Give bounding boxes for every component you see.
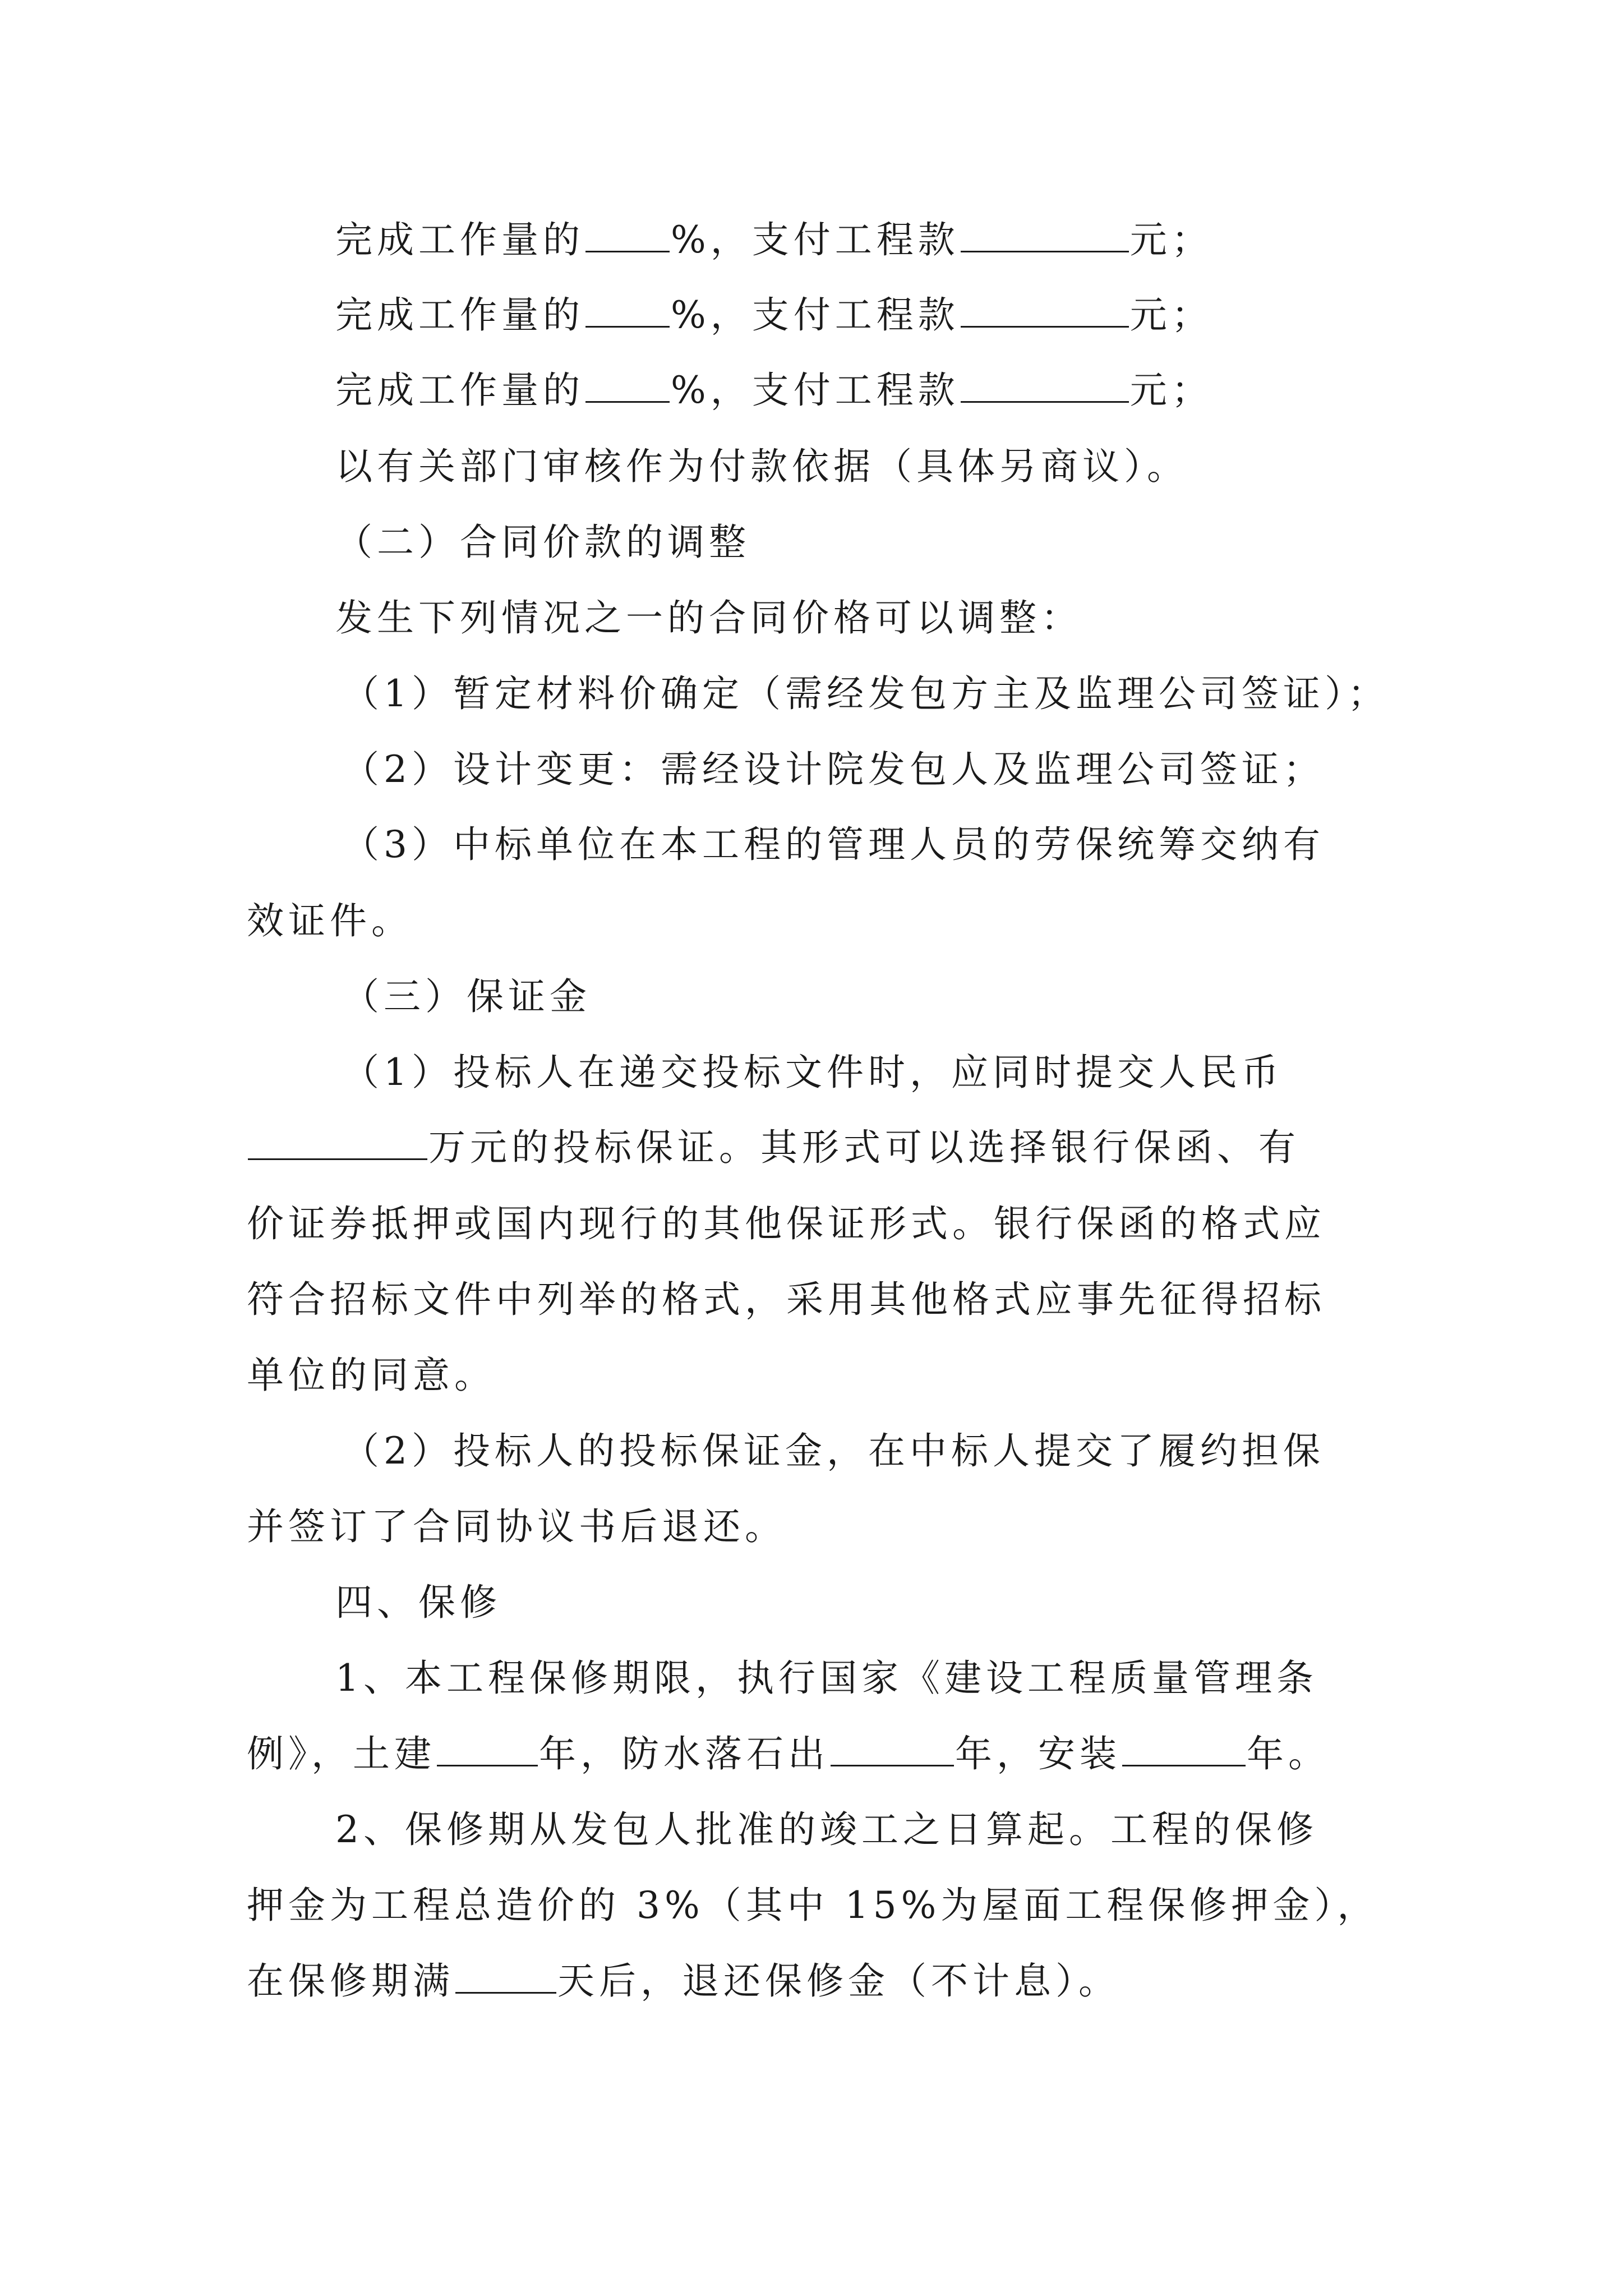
payment-line-middle: %，支付工程款 <box>671 293 960 337</box>
warranty-text-d: 年。 <box>1247 1732 1330 1775</box>
warranty-text-e: 在保修期满 <box>247 1959 454 2003</box>
payment-line-unit: 元； <box>1129 369 1213 412</box>
amount-blank <box>961 293 1129 328</box>
percent-blank <box>585 293 670 328</box>
civil-years-blank <box>437 1732 538 1766</box>
warranty-text-f: 天后，退还保修金（不计息）。 <box>557 1959 1120 2003</box>
price-adjust-item-3-cont: 效证件。 <box>247 899 413 942</box>
amount-blank <box>961 218 1129 252</box>
section-heading-price-adjust: （二）合同价款的调整 <box>335 521 750 564</box>
deposit-p1-line-2 <box>247 1125 1300 1170</box>
payment-line-1 <box>335 218 1213 263</box>
price-adjust-intro: 发生下列情况之一的合同价格可以调整： <box>335 596 1082 639</box>
warranty-p2-line-1: 2、保修期从发包人批准的竣工之日算起。工程的保修 <box>335 1808 1318 1851</box>
payment-line-3 <box>335 368 1213 413</box>
payment-basis: 以有关部门审核作为付款依据（具体另商议）。 <box>335 445 1188 488</box>
payment-line-unit: 元； <box>1129 218 1213 261</box>
price-adjust-item-2: （2）设计变更：需经设计院发包人及监理公司签证； <box>342 748 1325 791</box>
deposit-p1-line-2-text: 万元的投标保证。其形式可以选择银行保函、有 <box>428 1126 1300 1169</box>
section-heading-deposit: （三）保证金 <box>342 975 591 1018</box>
payment-line-2 <box>335 293 1213 338</box>
days-blank <box>455 1959 556 1994</box>
warranty-text-a: 例》，土建 <box>247 1732 436 1775</box>
payment-line-label: 完成工作量的 <box>335 369 584 412</box>
deposit-p2-line-2: 并签订了合同协议书后退还。 <box>247 1505 786 1548</box>
deposit-p1-line-5: 单位的同意。 <box>247 1354 496 1397</box>
deposit-p1-line-3: 价证券抵押或国内现行的其他保证形式。银行保函的格式应 <box>247 1202 1326 1245</box>
price-adjust-item-1: （1）暂定材料价确定（需经发包方主及监理公司签证）； <box>342 672 1389 715</box>
percent-blank <box>585 369 670 403</box>
deposit-p1-line-4: 符合招标文件中列举的格式，采用其他格式应事先征得招标 <box>247 1278 1326 1321</box>
percent-blank <box>585 218 670 252</box>
warranty-p1-line-1: 1、本工程保修期限，执行国家《建设工程质量管理条 <box>335 1657 1318 1700</box>
section-heading-warranty: 四、保修 <box>335 1581 501 1624</box>
payment-line-middle: %，支付工程款 <box>671 218 960 261</box>
payment-line-unit: 元； <box>1129 293 1213 337</box>
warranty-p1-line-2 <box>247 1732 1330 1777</box>
price-adjust-item-3: （3）中标单位在本工程的管理人员的劳保统筹交纳有 <box>342 823 1325 866</box>
deposit-p1-line-1: （1）投标人在递交投标文件时，应同时提交人民币 <box>342 1051 1283 1094</box>
deposit-p2-line-1: （2）投标人的投标保证金，在中标人提交了履约担保 <box>342 1429 1325 1473</box>
payment-line-middle: %，支付工程款 <box>671 369 960 412</box>
warranty-text-b: 年，防水落石出 <box>539 1732 829 1775</box>
waterproof-years-blank <box>831 1732 954 1766</box>
warranty-p2-line-3 <box>247 1959 1120 2004</box>
amount-blank <box>961 369 1129 403</box>
payment-line-label: 完成工作量的 <box>335 293 584 337</box>
payment-line-label: 完成工作量的 <box>335 218 584 261</box>
install-years-blank <box>1122 1732 1246 1766</box>
deposit-amount-blank <box>248 1126 427 1160</box>
warranty-p2-line-2: 押金为工程总造价的 3%（其中 15%为屋面工程保修押金）， <box>247 1884 1379 1927</box>
warranty-text-c: 年，安装 <box>955 1732 1121 1775</box>
